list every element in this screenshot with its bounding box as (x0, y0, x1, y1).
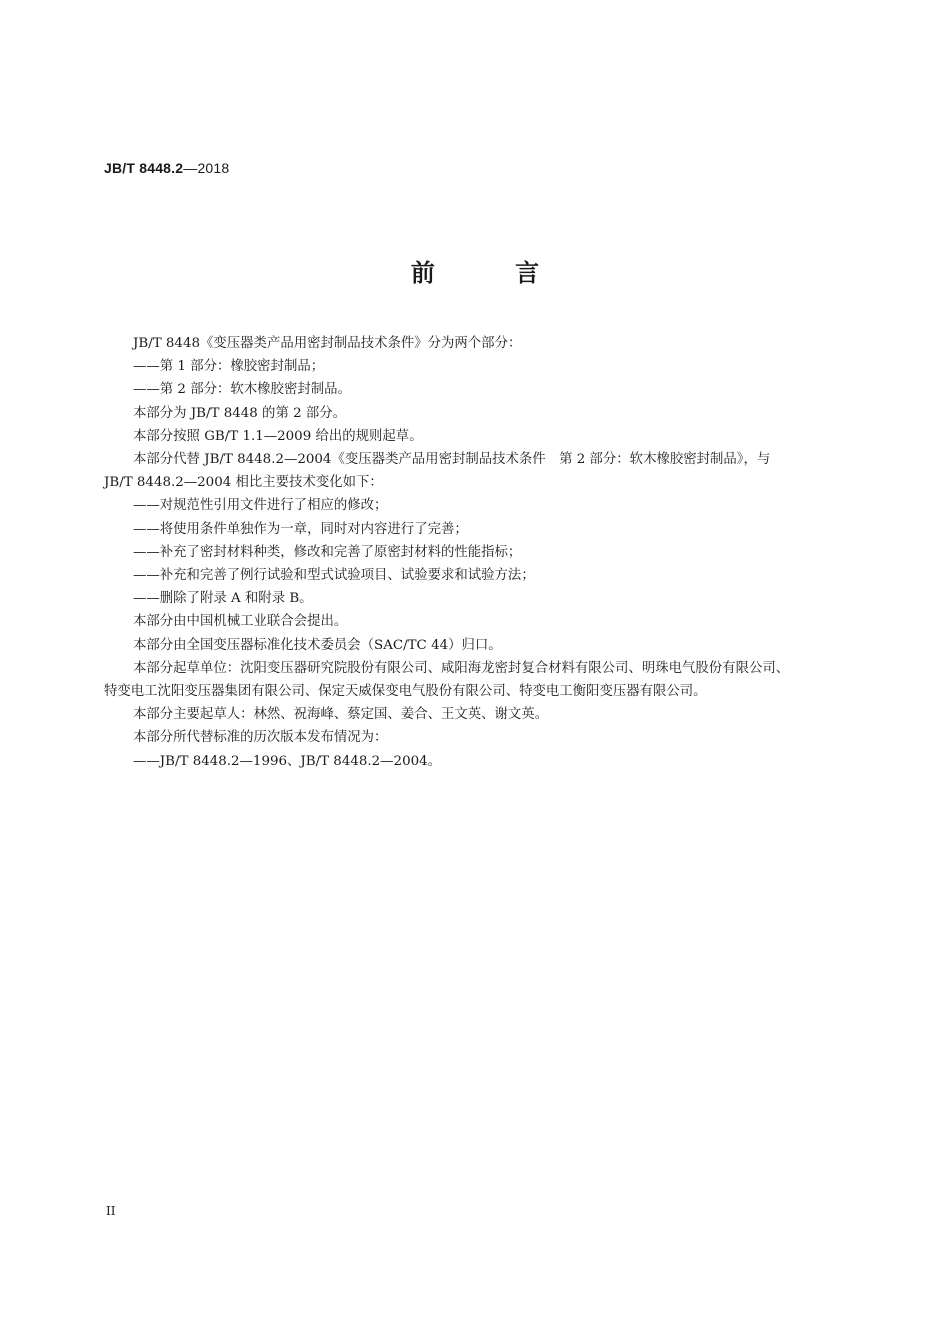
standard-year: —2018 (183, 160, 230, 176)
paragraph: 本部分起草单位：沈阳变压器研究院股份有限公司、咸阳海龙密封复合材料有限公司、明珠电气股份有限公司、特变电工沈阳变压器集团有限公司、保定天威保变电气股份有限公司、特变电工衡阳变压器有限公司。 (104, 660, 790, 700)
list-item: ——删除了附录 A 和附录 B。 (133, 591, 313, 607)
list-item: ——补充和完善了例行试验和型式试验项目、试验要求和试验方法； (133, 568, 535, 584)
page-number: II (106, 1204, 116, 1218)
paragraph: 本部分主要起草人：林然、祝海峰、蔡定国、姜合、王文英、谢文英。 (133, 707, 549, 723)
paragraph: 本部分由中国机械工业联合会提出。 (133, 614, 348, 630)
list-item: ——对规范性引用文件进行了相应的修改； (133, 498, 388, 514)
standard-number-header (104, 160, 229, 176)
standard-code: JB/T 8448.2 (104, 160, 184, 176)
paragraph: 本部分为 JB/T 8448 的第 2 部分。 (133, 405, 347, 421)
list-item: ——第 2 部分：软木橡胶密封制品。 (133, 382, 351, 398)
list-item: ——第 1 部分：橡胶密封制品； (133, 359, 325, 375)
paragraph: 本部分所代替标准的历次版本发布情况为： (133, 730, 388, 746)
paragraph: 本部分按照 GB/T 1.1—2009 给出的规则起草。 (133, 428, 423, 444)
list-item: ——补充了密封材料种类，修改和完善了原密封材料的性能指标； (133, 544, 522, 560)
list-item: ——JB/T 8448.2—1996、JB/T 8448.2—2004。 (133, 753, 442, 769)
paragraph: 本部分由全国变压器标准化技术委员会（SAC/TC 44）归口。 (133, 637, 502, 653)
foreword-body (104, 332, 800, 773)
paragraph: JB/T 8448《变压器类产品用密封制品技术条件》分为两个部分： (133, 336, 522, 351)
paragraph: 本部分代替 JB/T 8448.2—2004《变压器类产品用密封制品技术条件 第 2 部分：软木橡胶密封制品》，与 JB/T 8448.2—2004 相比主要技术变化如下： (104, 452, 771, 491)
list-item: ——将使用条件单独作为一章，同时对内容进行了完善； (133, 521, 468, 537)
page-title: 前 言 (410, 259, 576, 287)
